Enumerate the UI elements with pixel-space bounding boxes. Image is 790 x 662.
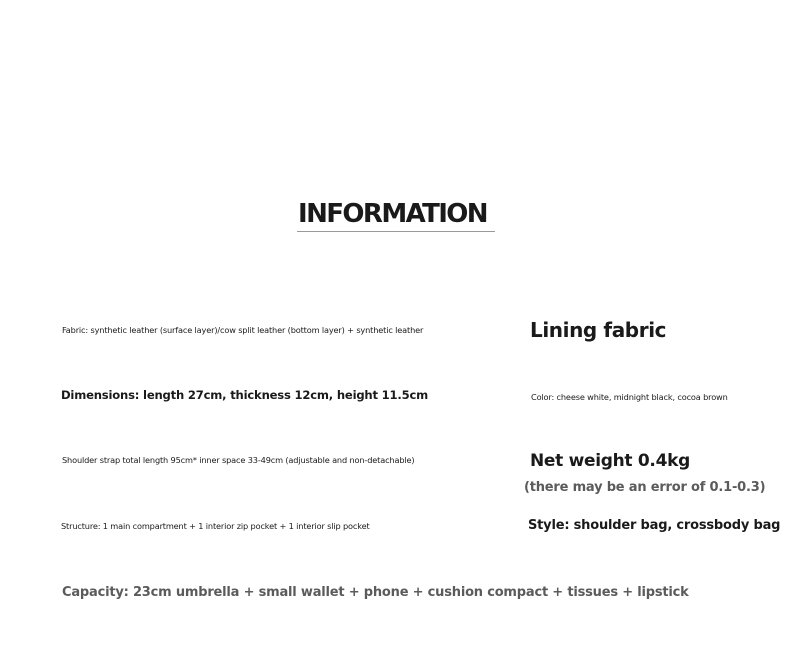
style-text: Style: shoulder bag, crossbody bag (528, 518, 781, 533)
color-options-text: Color: cheese white, midnight black, cocoa brown (531, 392, 728, 402)
title-underline (297, 231, 495, 232)
dimensions-text: Dimensions: length 27cm, thickness 12cm, height 11.5cm (61, 388, 429, 402)
fabric-text: Fabric: synthetic leather (surface layer)/cow split leather (bottom layer) + synthetic leather (62, 325, 424, 335)
capacity-text: Capacity: 23cm umbrella + small wallet + phone + cushion compact + tissues + lipstick (62, 585, 689, 600)
page-title: INFORMATION (298, 199, 487, 229)
weight-tolerance-note: (there may be an error of 0.1-0.3) (524, 480, 766, 495)
shoulder-strap-text: Shoulder strap total length 95cm* inner space 33-49cm (adjustable and non-detachable) (62, 455, 415, 465)
structure-text: Structure: 1 main compartment + 1 interior zip pocket + 1 interior slip pocket (61, 521, 370, 531)
net-weight-text: Net weight 0.4kg (530, 451, 690, 471)
lining-fabric-text: Lining fabric (530, 318, 667, 342)
